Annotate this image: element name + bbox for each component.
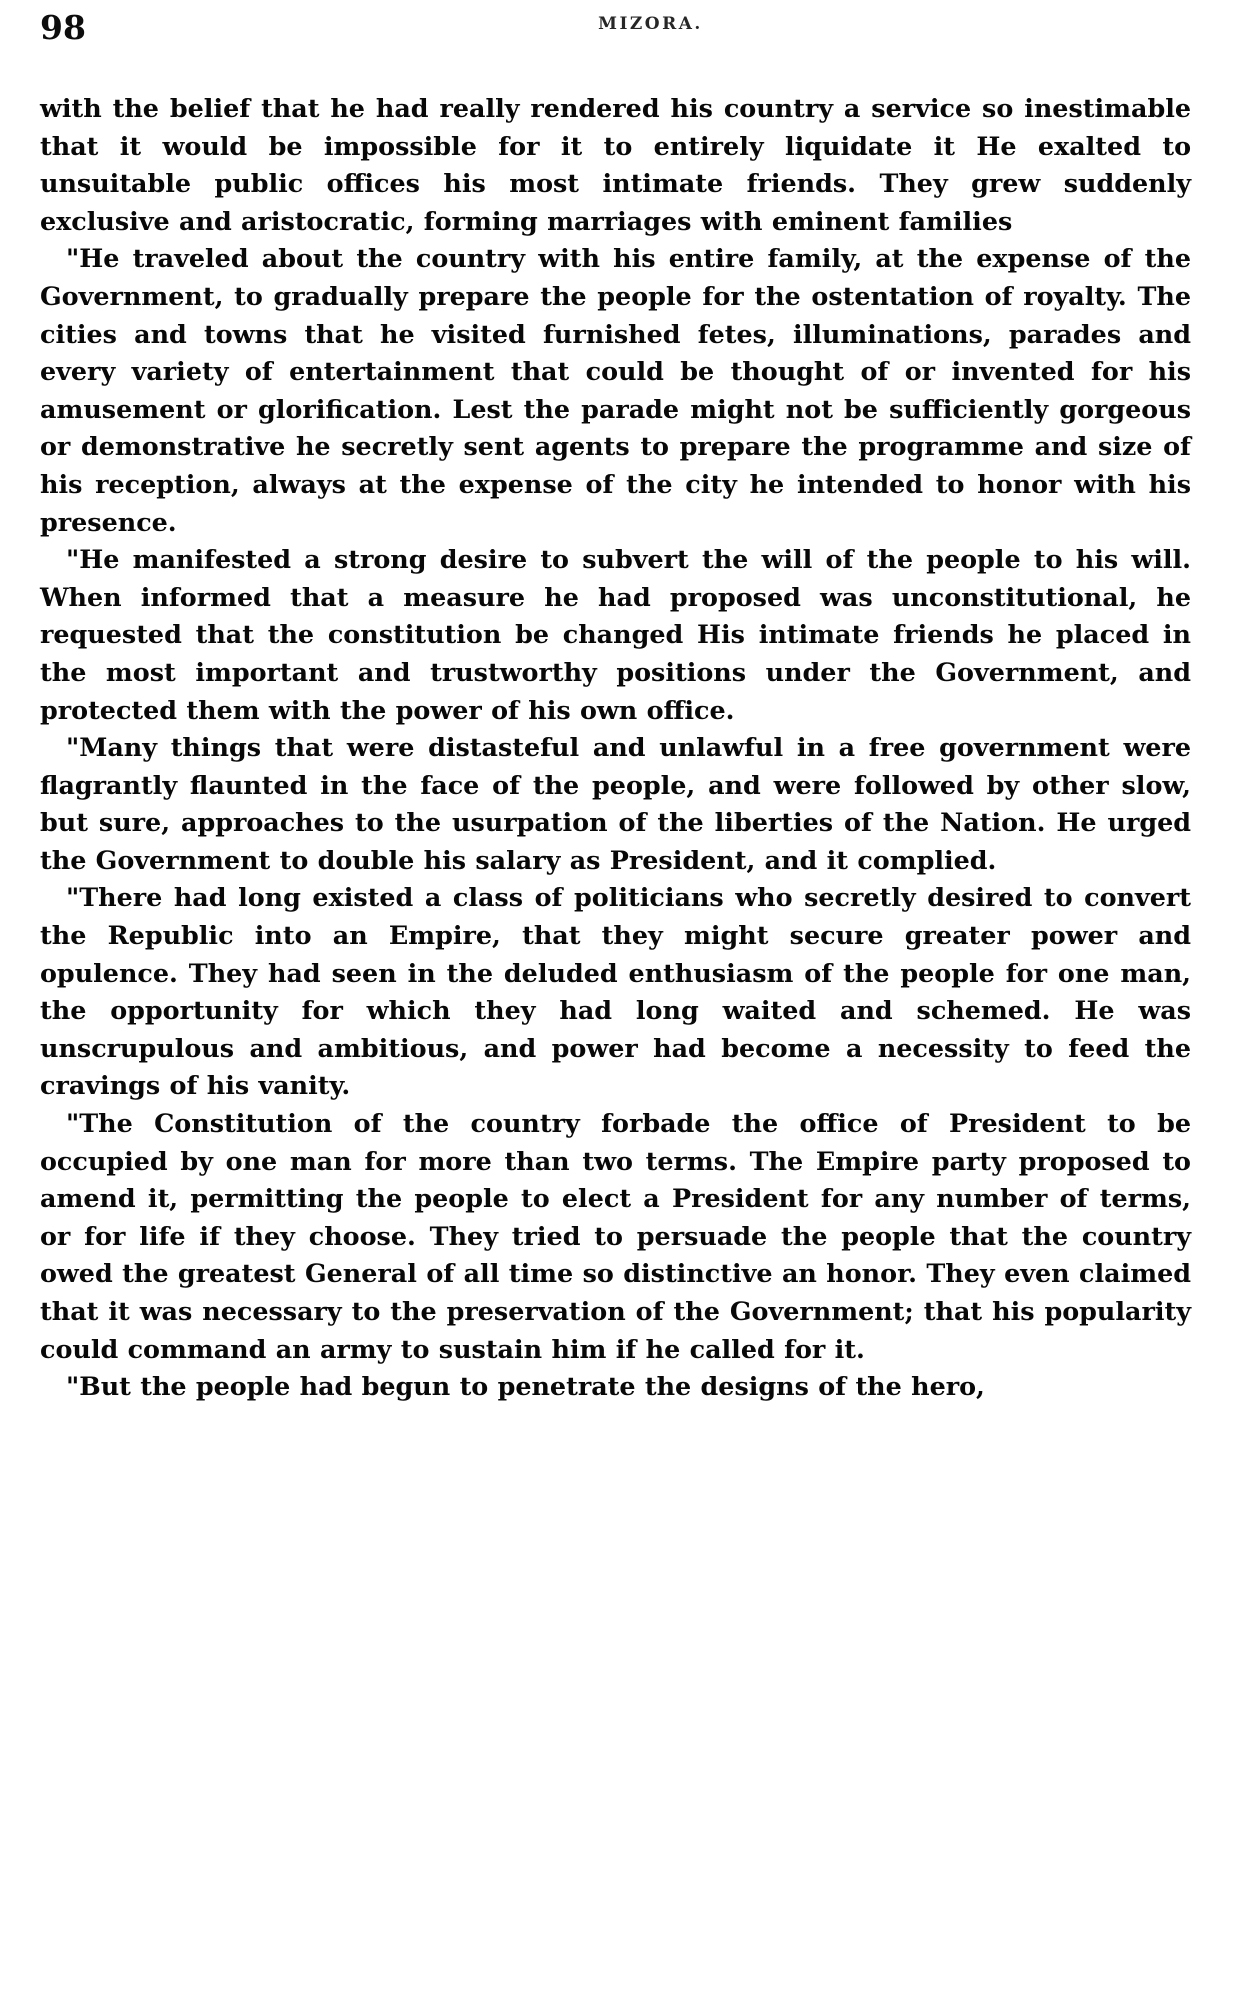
running-head: MIZORA. xyxy=(598,14,703,34)
paragraph: "He manifested a strong desire to subvert the will of the people to his will. When informed that a measure he had proposed was unconstitutional, he requested that the constitution be changed His intimate friends he placed in the most important and trustworthy positions under the Government, and protected them with the power of his own office. xyxy=(40,544,1191,725)
paragraph: with the belief that he had really rendered his country a service so inestimable that it would be impossible for it to entirely liquidate it He exalted to unsuitable public offices his most intimate friends. They grew suddenly exclusive and aristocratic, forming marriages with eminent families xyxy=(40,93,1191,236)
paragraph: "But the people had begun to penetrate the designs of the hero, xyxy=(66,1371,985,1402)
body-text xyxy=(40,90,1191,1406)
page-number: 98 xyxy=(40,8,86,47)
paragraph: "The Constitution of the country forbade the office of President to be occupied by one man for more than two terms. The Empire party proposed to amend it, permitting the people to elect a President for any number of terms, or for life if they choose. They tried to persuade the people that the country owed the greatest General of all time so distinctive an honor. They even claimed that it was necessary to the preservation of the Government; that his popularity could command an army to sustain him if he called for it. xyxy=(40,1108,1191,1364)
paragraph: "He traveled about the country with his entire family, at the expense of the Government, to gradually prepare the people for the ostentation of royalty. The cities and towns that he visited furnished fetes, illuminations, parades and every variety of entertainment that could be thought of or invented for his amusement or glorification. Lest the parade might not be sufficiently gorgeous or demonstrative he secretly sent agents to prepare the programme and size of his reception, always at the expense of the city he intended to honor with his presence. xyxy=(40,243,1191,537)
page-header xyxy=(40,0,1191,62)
paragraph: "Many things that were distasteful and unlawful in a free government were flagrantly flaunted in the face of the people, and were followed by other slow, but sure, approaches to the usurpation of the liberties of the Nation. He urged the Government to double his salary as President, and it complied. xyxy=(40,732,1191,875)
paragraph: "There had long existed a class of politicians who secretly desired to convert the Republic into an Empire, that they might secure greater power and opulence. They had seen in the deluded enthusiasm of the people for one man, the opportunity for which they had long waited and schemed. He was unscrupulous and ambitious, and power had become a necessity to feed the cravings of his vanity. xyxy=(40,882,1191,1101)
